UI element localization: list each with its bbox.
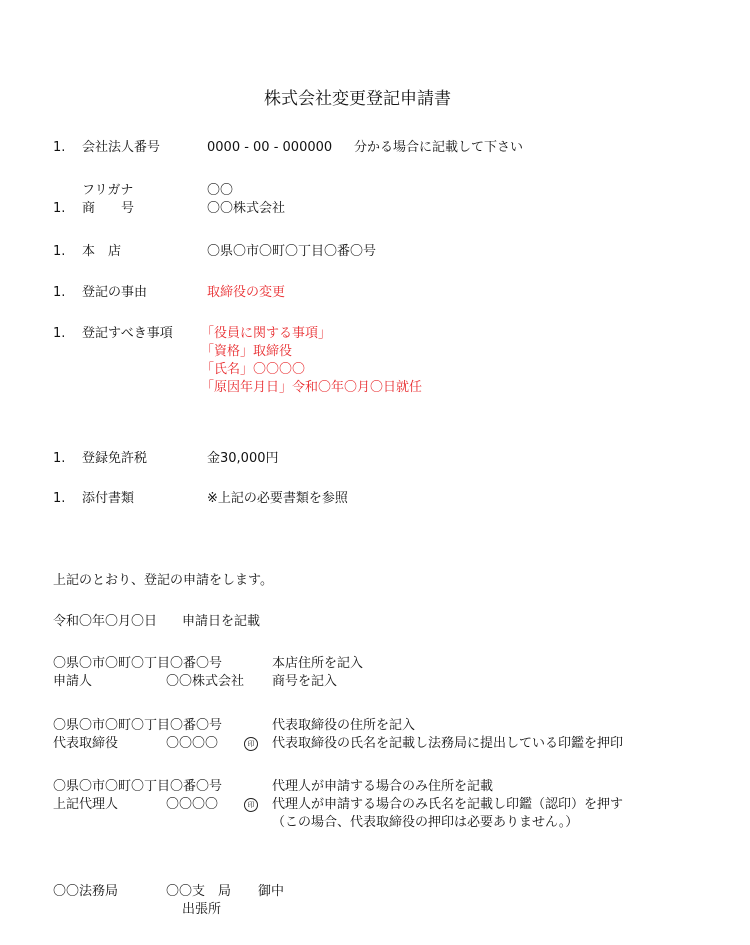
furigana-label: フリガナ	[82, 183, 134, 198]
application-statement: 上記のとおり、登記の申請をします。	[53, 573, 273, 588]
furigana-value: 〇〇	[207, 183, 234, 198]
registration-matter-line: 「原因年月日」令和〇年〇月〇日就任	[201, 380, 423, 395]
agent-label: 上記代理人	[53, 797, 119, 812]
seal-icon: 印	[244, 797, 258, 813]
head-office-value: 〇県〇市〇町〇丁目〇番〇号	[207, 244, 377, 259]
item-number: 1.	[53, 140, 66, 155]
applicant-name: 〇〇株式会社	[166, 674, 245, 689]
agent-name: 〇〇〇〇	[166, 797, 219, 812]
registration-matter-line: 「資格」取締役	[201, 344, 293, 359]
representative-address: 〇県〇市〇町〇丁目〇番〇号	[53, 718, 223, 733]
item-label-trade-name: 商 号	[82, 201, 135, 216]
item-label-license-tax: 登録免許税	[82, 451, 148, 466]
item-number: 1.	[53, 451, 66, 466]
representative-label: 代表取締役	[53, 736, 119, 751]
trade-name-value: 〇〇株式会社	[207, 201, 286, 216]
item-number: 1.	[53, 244, 66, 259]
item-label-head-office: 本 店	[82, 244, 122, 259]
registration-matter-line: 「氏名」〇〇〇〇	[201, 362, 306, 377]
application-date-note: 申請日を記載	[182, 614, 261, 629]
applicant-name-note: 商号を記入	[272, 674, 338, 689]
application-date: 令和〇年〇月〇日	[53, 614, 158, 629]
representative-address-note: 代表取締役の住所を記入	[272, 718, 416, 733]
item-number: 1.	[53, 326, 66, 341]
registration-matter-line: 「役員に関する事項」	[201, 326, 332, 341]
applicant-label: 申請人	[53, 674, 93, 689]
representative-name: 〇〇〇〇	[166, 736, 219, 751]
agent-address: 〇県〇市〇町〇丁目〇番〇号	[53, 779, 223, 794]
corporate-number-note: 分かる場合に記載して下さい	[354, 140, 524, 155]
branch-office: 出張所	[182, 902, 222, 917]
seal-icon: 印	[244, 736, 258, 752]
item-label-registration-reason: 登記の事由	[82, 285, 148, 300]
item-label-corporate-number: 会社法人番号	[82, 140, 161, 155]
attachments-value: ※上記の必要書類を参照	[207, 491, 348, 506]
applicant-address-note: 本店住所を記入	[272, 656, 364, 671]
item-number: 1.	[53, 491, 66, 506]
item-number: 1.	[53, 285, 66, 300]
license-tax-value: 金30,000円	[207, 451, 279, 466]
item-label-attachments: 添付書類	[82, 491, 135, 506]
legal-affairs-bureau: 〇〇法務局	[53, 884, 119, 899]
registration-reason-value: 取締役の変更	[207, 285, 286, 300]
agent-address-note: 代理人が申請する場合のみ住所を記載	[272, 779, 494, 794]
item-number: 1.	[53, 201, 66, 216]
page-title: 株式会社変更登記申請書	[264, 89, 451, 109]
representative-name-note: 代表取締役の氏名を記載し法務局に提出している印鑑を押印	[272, 736, 624, 751]
agent-name-note: 代理人が申請する場合のみ氏名を記載し印鑑（認印）を押す	[272, 797, 624, 812]
applicant-address: 〇県〇市〇町〇丁目〇番〇号	[53, 656, 223, 671]
addressee-honorific: 御中	[258, 884, 285, 899]
agent-name-note-continued: （この場合、代表取締役の押印は必要ありません。）	[272, 815, 579, 830]
item-label-registration-matters: 登記すべき事項	[82, 326, 173, 341]
bureau-branch: 〇〇支 局	[166, 884, 232, 899]
corporate-number-value: 0000 - 00 - 000000	[207, 140, 333, 155]
